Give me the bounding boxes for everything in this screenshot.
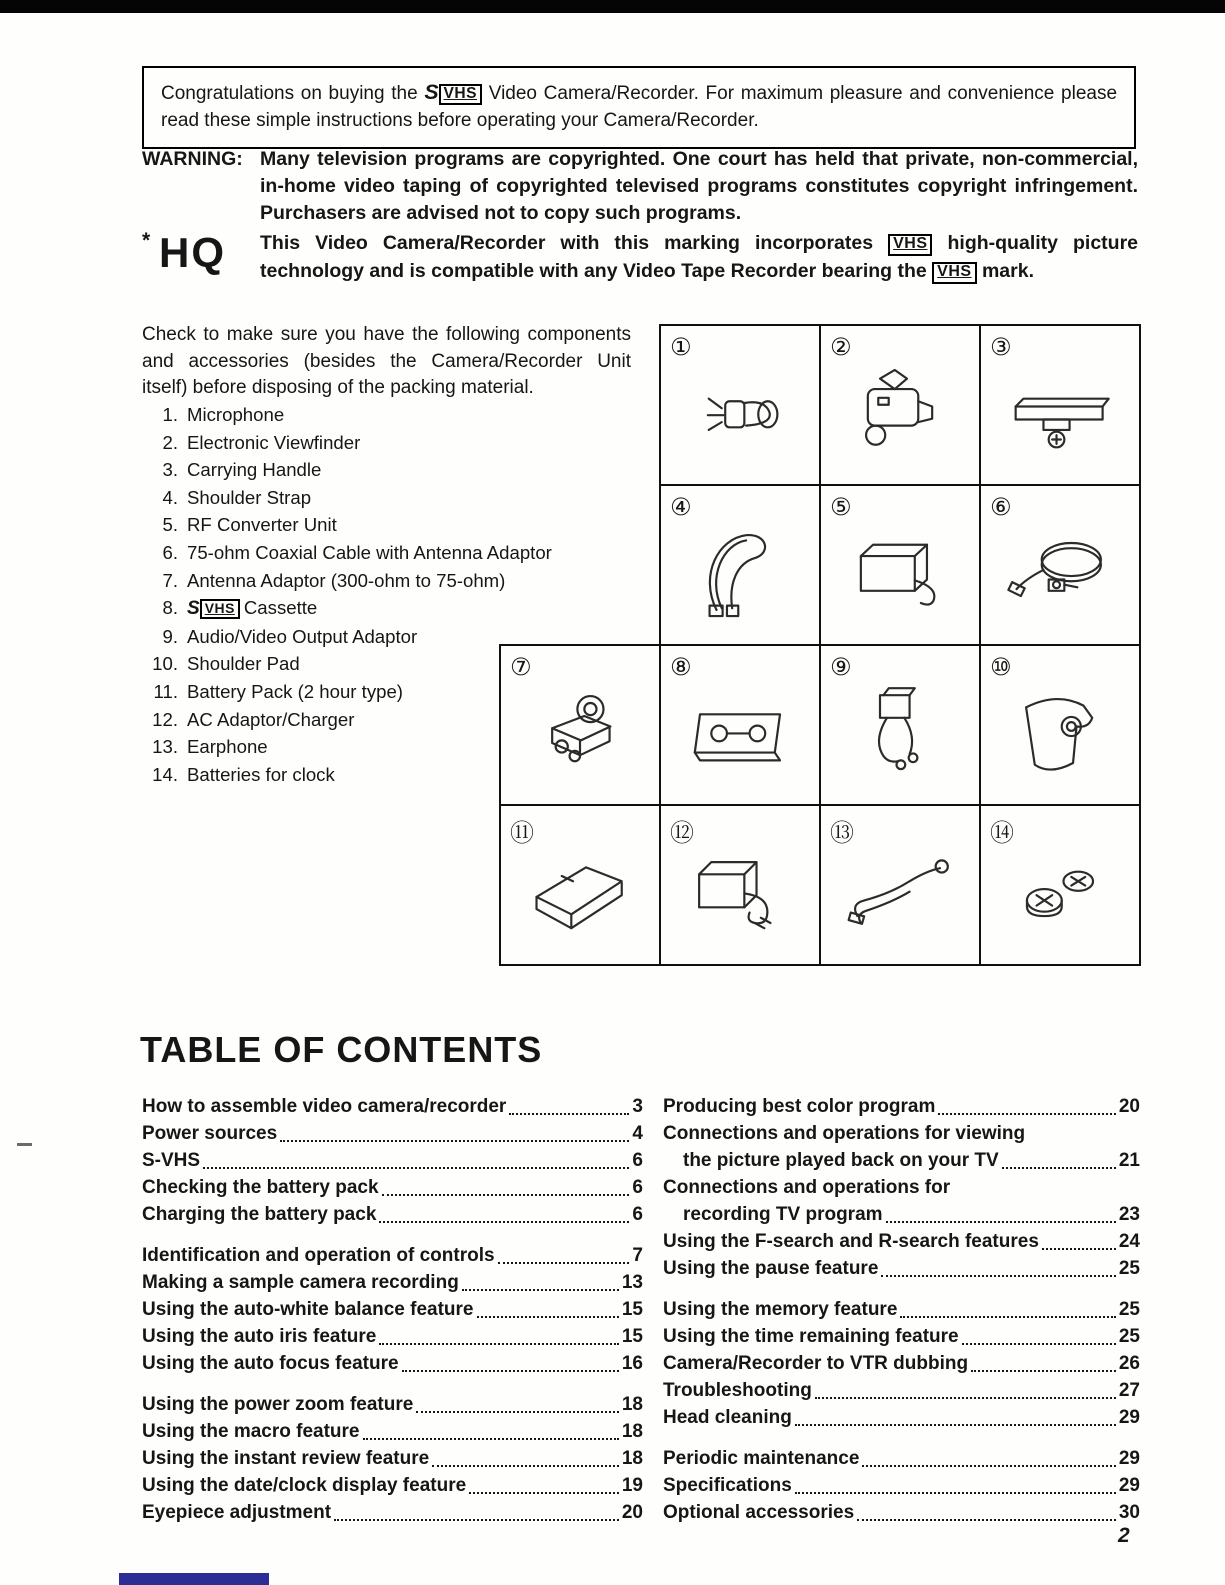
toc-entry-page-number: 21 [1118, 1150, 1140, 1171]
toc-entry-row [663, 1255, 1140, 1282]
toc-entry-title: Using the F-search and R-search features [663, 1231, 1039, 1252]
carrying-handle-illustration [987, 346, 1133, 480]
toc-entry [142, 1093, 643, 1120]
toc-entry [663, 1228, 1140, 1255]
battery-pack-illustration [507, 826, 653, 960]
notice-text-before: Congratulations on buying the [161, 83, 418, 104]
circled-number: ① [670, 333, 692, 361]
component-item-label [187, 484, 311, 512]
toc-entry-title: Using the auto focus feature [142, 1353, 399, 1374]
toc-entry-page-number: 15 [621, 1326, 643, 1347]
toc-entry [663, 1323, 1140, 1350]
toc-entry-row [142, 1296, 643, 1323]
notice-box [142, 66, 1136, 149]
toc-entry-title: Periodic maintenance [663, 1448, 860, 1469]
svhs-s-glyph: S [424, 80, 438, 104]
toc-dotted-leader [334, 1519, 619, 1521]
component-item-number: 13. [152, 736, 178, 758]
toc-entry-title: S-VHS [142, 1150, 201, 1171]
toc-entry-page-number: 18 [621, 1394, 643, 1415]
toc-entry-title: Making a sample camera recording [142, 1272, 459, 1293]
toc-entry-page-number: 20 [621, 1502, 643, 1523]
toc-title: TABLE OF CONTENTS [140, 1029, 543, 1070]
component-list-item [142, 594, 647, 623]
toc-dotted-leader [509, 1113, 629, 1115]
vhs-box-logo: VHS [200, 599, 240, 619]
toc-entry-title: Power sources [142, 1123, 278, 1144]
toc-dotted-leader [203, 1167, 629, 1169]
av-output-adaptor-illustration [827, 666, 973, 800]
toc-dotted-leader [469, 1492, 619, 1494]
toc-dotted-leader [498, 1262, 630, 1264]
toc-entry-title: Camera/Recorder to VTR dubbing [663, 1353, 969, 1374]
component-item-text: Shoulder Strap [187, 486, 312, 508]
component-item-text: RF Converter Unit [187, 514, 337, 536]
toc-dotted-leader [962, 1343, 1116, 1345]
component-cell [821, 486, 979, 644]
coaxial-cable-illustration [987, 506, 1133, 640]
component-list-item [142, 429, 647, 457]
component-item-label [187, 594, 317, 623]
toc-entry-page-number: 15 [621, 1299, 643, 1320]
components-illustration-grid-top [659, 324, 1141, 646]
toc-dotted-leader [795, 1492, 1116, 1494]
component-item-label [187, 401, 284, 429]
toc-dotted-leader [857, 1519, 1116, 1521]
warning-section [142, 146, 1138, 227]
component-cell [661, 326, 819, 484]
shoulder-pad-illustration [987, 666, 1133, 800]
circled-number: ② [830, 333, 852, 361]
component-item-text: Microphone [187, 404, 285, 425]
toc-entry [142, 1147, 643, 1174]
component-item-number: 1. [162, 404, 178, 425]
component-item-number: 8. [162, 597, 178, 619]
toc-entry [142, 1418, 643, 1445]
toc-entry-first-line: Connections and operations for viewing [663, 1123, 1026, 1144]
hq-mark-block [142, 229, 260, 285]
component-list-item [142, 511, 647, 539]
toc-entry-title: Using the power zoom feature [142, 1394, 414, 1415]
hq-note-text [260, 229, 1138, 285]
component-item-label [187, 429, 360, 457]
toc-entry-row [142, 1120, 643, 1147]
page-number: 2 [1118, 1524, 1130, 1547]
toc-entry-row [663, 1296, 1140, 1323]
toc-entry-title: Using the time remaining feature [663, 1326, 959, 1347]
component-item-text: Battery Pack (2 hour type) [187, 680, 403, 702]
component-cell [501, 806, 659, 964]
component-item-text: Shoulder Pad [187, 653, 300, 675]
hq-text-1: This Video Camera/Recorder with this marking incorporates [260, 232, 874, 254]
scan-artifact-bottom-bar [119, 1573, 269, 1585]
toc-entry-title: Producing best color program [663, 1096, 936, 1117]
toc-entry-row [663, 1228, 1140, 1255]
microphone-illustration [667, 346, 813, 480]
component-list-item [142, 401, 647, 429]
circled-number: ⑫ [670, 819, 694, 847]
toc-dotted-leader [477, 1316, 619, 1318]
components-illustration-grid-bottom [499, 644, 1141, 966]
toc-entry [142, 1350, 643, 1377]
component-item-number: 9. [162, 625, 178, 647]
toc-entry [663, 1255, 1140, 1282]
hq-logo: HQ [159, 229, 226, 276]
toc-dotted-leader [402, 1370, 619, 1372]
component-cell [821, 646, 979, 804]
toc-entry-page-number: 6 [632, 1150, 643, 1171]
toc-entry-page-number: 25 [1118, 1299, 1140, 1320]
toc-entry-page-number: 29 [1118, 1448, 1140, 1469]
toc-entry-page-number: 29 [1118, 1475, 1140, 1496]
circled-number: ⑩ [990, 653, 1012, 681]
toc-entry [142, 1269, 643, 1296]
component-item-text: AC Adaptor/Charger [187, 708, 355, 730]
toc-entry-row [142, 1418, 643, 1445]
toc-entry [663, 1404, 1140, 1431]
toc-entry-first-line: Connections and operations for [663, 1177, 951, 1198]
toc-dotted-leader [363, 1438, 619, 1440]
circled-number: ⑬ [830, 819, 854, 847]
toc-entry-page-number: 7 [632, 1245, 643, 1266]
toc-entry-title: Using the auto iris feature [142, 1326, 377, 1347]
component-item-text: Cassette [243, 597, 318, 619]
circled-number: ⑥ [990, 493, 1012, 521]
toc-dotted-leader [379, 1221, 629, 1223]
antenna-adaptor-illustration [507, 666, 653, 800]
toc-entry-title: recording TV program [683, 1204, 883, 1225]
toc-dotted-leader [379, 1343, 618, 1345]
toc-entry-row [663, 1323, 1140, 1350]
ac-adaptor-illustration [667, 826, 813, 960]
component-item-label [187, 567, 505, 595]
toc-entry-row [663, 1404, 1140, 1431]
toc-entry-title: Using the memory feature [663, 1299, 898, 1320]
component-cell [981, 806, 1139, 964]
hq-note-section [142, 229, 1138, 285]
toc-dotted-leader [1002, 1167, 1116, 1169]
toc-entry-title: Using the date/clock display feature [142, 1475, 467, 1496]
component-item-number: 5. [162, 514, 178, 536]
toc-entry [142, 1120, 643, 1147]
cassette-illustration [667, 666, 813, 800]
toc-entry-page-number: 6 [632, 1204, 643, 1225]
scan-artifact-dash [17, 1143, 32, 1146]
toc-dotted-leader [1042, 1248, 1116, 1250]
notice-text [161, 79, 1117, 134]
component-cell [501, 646, 659, 804]
circled-number: ⑪ [510, 819, 534, 847]
toc-entry-page-number: 26 [1118, 1353, 1140, 1374]
toc-entry-row [142, 1391, 643, 1418]
toc-dotted-leader [886, 1221, 1116, 1223]
toc-entry [142, 1296, 643, 1323]
toc-dotted-leader [815, 1397, 1116, 1399]
toc-entry-page-number: 13 [621, 1272, 643, 1293]
component-item-label [187, 511, 337, 539]
component-item-label [187, 539, 552, 567]
toc-entry [142, 1323, 643, 1350]
toc-entry-title: Using the pause feature [663, 1258, 879, 1279]
circled-number: ⑨ [830, 653, 852, 681]
toc-entry-title: How to assemble video camera/recorder [142, 1096, 507, 1117]
toc-entry-page-number: 25 [1118, 1326, 1140, 1347]
toc-entry [663, 1445, 1140, 1472]
component-cell [981, 646, 1139, 804]
toc-entry-page-number: 24 [1118, 1231, 1140, 1252]
toc-entry-page-number: 23 [1118, 1204, 1140, 1225]
vhs-box-logo: VHS [932, 262, 976, 284]
toc-entry [142, 1472, 643, 1499]
component-item-label [187, 678, 403, 706]
circled-number: ④ [670, 493, 692, 521]
component-list-item [142, 456, 647, 484]
toc-dotted-leader [462, 1289, 619, 1291]
toc-entry [142, 1242, 643, 1269]
toc-entry-page-number: 30 [1118, 1502, 1140, 1523]
toc-right-column [663, 1093, 1140, 1526]
component-list-item [142, 539, 647, 567]
toc-entry-title: Checking the battery pack [142, 1177, 379, 1198]
component-item-number: 4. [162, 486, 178, 508]
component-item-label [187, 650, 300, 678]
toc-entry-row [663, 1147, 1140, 1174]
toc-entry-title: Troubleshooting [663, 1380, 812, 1401]
toc-entry-row [663, 1377, 1140, 1404]
component-item-number: 3. [162, 459, 178, 481]
asterisk-footnote-mark: * [142, 229, 151, 252]
component-item-text: Audio/Video Output Adaptor [187, 625, 418, 647]
toc-dotted-leader [416, 1411, 619, 1413]
toc-dotted-leader [938, 1113, 1115, 1115]
component-cell [821, 806, 979, 964]
component-item-number: 11. [153, 680, 178, 702]
toc-entry [663, 1093, 1140, 1120]
hq-text-2: high-quality picture technology and is compatible with any Video Tape Recorder bearing the [260, 232, 1139, 282]
toc-entry-row [663, 1472, 1140, 1499]
toc-dotted-leader [971, 1370, 1116, 1372]
toc-entry-row [142, 1242, 643, 1269]
svhs-s-glyph: S [187, 598, 199, 620]
component-item-number: 12. [152, 708, 178, 730]
toc-entry [663, 1296, 1140, 1323]
component-item-label [187, 761, 335, 789]
component-item-text: Carrying Handle [187, 459, 322, 481]
toc-entry-row [142, 1201, 643, 1228]
toc-entry-row [142, 1269, 643, 1296]
toc-entry-row [663, 1350, 1140, 1377]
toc-entry-page-number: 29 [1118, 1407, 1140, 1428]
toc-entry-row [663, 1445, 1140, 1472]
toc-entry-row [142, 1445, 643, 1472]
svhs-logo [424, 79, 482, 107]
toc-entry-page-number: 18 [621, 1421, 643, 1442]
toc-entry [142, 1445, 643, 1472]
component-cell [661, 646, 819, 804]
circled-number: ⑤ [830, 493, 852, 521]
toc-entry-page-number: 27 [1118, 1380, 1140, 1401]
toc-dotted-leader [900, 1316, 1115, 1318]
toc-entry [663, 1174, 1140, 1228]
toc-dotted-leader [280, 1140, 629, 1142]
warning-text: Many television programs are copyrighted. One court has held that private, non-commercial, in-home video taping of copyrighted televised programs constitutes copyright infringement. Purchasers are advised not to copy such programs. [260, 148, 1138, 224]
toc-entry-title: Using the macro feature [142, 1421, 360, 1442]
toc-entry-title: Identification and operation of controls [142, 1245, 495, 1266]
circled-number: ⑦ [510, 653, 532, 681]
component-cell [821, 326, 979, 484]
circled-number: ⑭ [990, 819, 1014, 847]
toc-dotted-leader [881, 1275, 1115, 1277]
circled-number: ⑧ [670, 653, 692, 681]
notice-text-after: Video Camera/Recorder. For maximum pleasure and convenience please read these simple instructions before operating your Camera/Recorder. [161, 83, 1118, 131]
toc-entry [663, 1377, 1140, 1404]
toc-entry-page-number: 25 [1118, 1258, 1140, 1279]
toc-entry-row [142, 1472, 643, 1499]
toc-entry-title: Charging the battery pack [142, 1204, 377, 1225]
toc-left-column [142, 1093, 643, 1526]
component-item-text: Antenna Adaptor (300-ohm to 75-ohm) [187, 569, 506, 591]
toc-entry [142, 1391, 643, 1418]
toc-entry-page-number: 19 [621, 1475, 643, 1496]
component-item-label [187, 706, 354, 734]
toc-entry-row [663, 1093, 1140, 1120]
toc-entry-row [142, 1174, 643, 1201]
toc-entry-title: Specifications [663, 1475, 792, 1496]
toc-entry-title: Head cleaning [663, 1407, 792, 1428]
component-item-label [187, 456, 321, 484]
toc-entry-row [663, 1499, 1140, 1526]
viewfinder-illustration [827, 346, 973, 480]
scan-artifact-top-bar [0, 0, 1225, 13]
component-item-number: 10. [152, 653, 178, 675]
toc-entry-page-number: 4 [632, 1123, 643, 1144]
component-cell [661, 486, 819, 644]
component-cell [981, 326, 1139, 484]
toc-entry-title: the picture played back on your TV [683, 1150, 999, 1171]
component-item-label [187, 733, 268, 761]
svhs-logo [187, 595, 240, 623]
toc-entry-row [142, 1093, 643, 1120]
component-item-text: 75-ohm Coaxial Cable with Antenna Adaptor [187, 541, 552, 563]
component-cell [661, 806, 819, 964]
components-intro-text: Check to make sure you have the following components and accessories (besides the Camera/Recorder Unit itself) before disposing of the packing material. [142, 324, 631, 398]
toc-entry-page-number: 20 [1118, 1096, 1140, 1117]
component-item-number: 7. [162, 569, 178, 591]
component-item-number: 2. [162, 431, 178, 453]
toc-entry [663, 1350, 1140, 1377]
component-list-item [142, 484, 647, 512]
toc-entry [142, 1499, 643, 1526]
component-item-label [187, 623, 417, 651]
vhs-box-logo: VHS [888, 234, 932, 256]
component-cell [981, 486, 1139, 644]
toc-entry [663, 1472, 1140, 1499]
earphone-illustration [827, 826, 973, 960]
component-item-text: Batteries for clock [187, 763, 335, 785]
component-item-number: 6. [162, 541, 178, 563]
toc-entry-row [142, 1147, 643, 1174]
toc-entry-page-number: 16 [621, 1353, 643, 1374]
component-list-item [142, 567, 647, 595]
toc-entry [663, 1120, 1140, 1174]
toc-entry-page-number: 3 [632, 1096, 643, 1117]
toc-entry-title: Using the auto-white balance feature [142, 1299, 474, 1320]
toc-entry [142, 1201, 643, 1228]
toc-entry-title: Optional accessories [663, 1502, 855, 1523]
toc-entry-page-number: 6 [632, 1177, 643, 1198]
toc-entry-title: Eyepiece adjustment [142, 1502, 332, 1523]
toc-dotted-leader [795, 1424, 1116, 1426]
warning-label: WARNING: [142, 148, 243, 170]
rf-converter-illustration [827, 506, 973, 640]
toc-entry-row [142, 1499, 643, 1526]
component-item-number: 14. [152, 763, 178, 785]
toc-entry [142, 1174, 643, 1201]
toc-dotted-leader [382, 1194, 630, 1196]
circled-number: ③ [990, 333, 1012, 361]
toc-entry [663, 1499, 1140, 1526]
component-item-text: Electronic Viewfinder [187, 431, 361, 453]
toc-entry-page-number: 18 [621, 1448, 643, 1469]
toc-dotted-leader [432, 1465, 619, 1467]
toc-entry-row [142, 1323, 643, 1350]
component-item-text: Earphone [187, 736, 268, 758]
toc-entry-title: Using the instant review feature [142, 1448, 430, 1469]
toc-entry-row [663, 1201, 1140, 1228]
toc-entry-row [142, 1350, 643, 1377]
vhs-box-logo: VHS [439, 84, 483, 105]
clock-batteries-illustration [987, 826, 1133, 960]
shoulder-strap-illustration [667, 506, 813, 640]
toc-dotted-leader [862, 1465, 1115, 1467]
hq-text-3: mark. [981, 260, 1035, 282]
